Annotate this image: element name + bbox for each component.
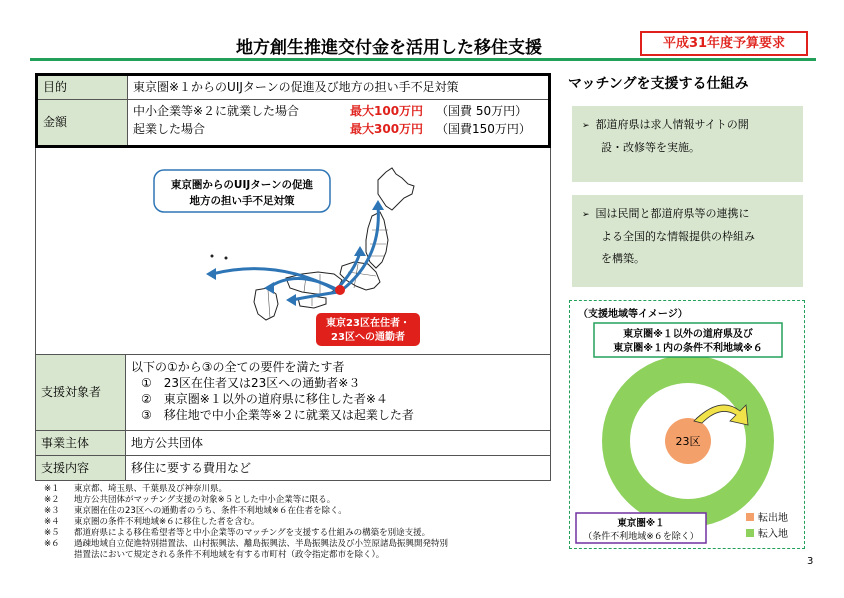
- amount-employ-text: 中小企業等※２に就業した場合: [133, 104, 300, 118]
- title-underline: [30, 58, 816, 61]
- target-item-2: ② 東京圏※１以外の道府県に移住した者※４: [141, 392, 388, 406]
- national-support-line-3: を構築。: [601, 252, 645, 265]
- footnote-6: ※６ 過疎地域自立促進特別措置法、山村振興法、離島振興法、半島振興法及び小笠原諸島振興開発特別: [44, 539, 449, 549]
- tokyo-label-line-2: 23区への通勤者: [331, 332, 405, 343]
- purpose-amount-box: [35, 73, 551, 148]
- amount-line-1: [133, 103, 299, 120]
- footnote-1: ※１ 東京都、埼玉県、千葉県及び神奈川県。: [44, 484, 228, 494]
- amount-startup-text: 起業した場合: [133, 122, 206, 136]
- footnote-2: ※２ 地方公共団体がマッチング支援の対象※５とした中小企業等に限る。: [44, 495, 336, 505]
- chugoku-kinki-shape: [286, 272, 342, 294]
- prefecture-support-line-1: ➢ 都道府県は求人情報サイトの開: [582, 118, 749, 131]
- footnote-6-cont: 措置法において規定される条件不利地域を有する市町村（政令指定都市を除く）。: [74, 550, 385, 560]
- islet-dot: [211, 255, 214, 258]
- content-label: 支援内容: [36, 456, 126, 480]
- national-support-line-1: ➢ 国は民間と都道府県等の連携に: [582, 207, 750, 220]
- tokyo-label-line-1: 東京23区在住者・: [326, 318, 410, 329]
- content-value: 移住に要する費用など: [131, 461, 252, 475]
- japan-map: [36, 148, 552, 354]
- diagram-title: （支援地域等イメージ）: [578, 309, 688, 320]
- prefecture-support-line-2: 設・改修等を実施。: [601, 141, 700, 154]
- target-item-3: ③ 移住地で中小企業等※２に就業又は起業した者: [141, 408, 414, 422]
- amount-label: 金額: [38, 100, 128, 145]
- footnote-5: ※５ 都道府県による移住希望者等と中小企業等のマッチングを支援する仕組みの構築を別途支援。: [44, 528, 431, 538]
- inner-area-label-line-1: 東京圏※１: [617, 518, 665, 529]
- target-label: 支援対象者: [36, 355, 126, 431]
- national-support-line-2: よる全国的な情報提供の枠組み: [601, 230, 755, 243]
- outer-area-label-line-2: 東京圏※１内の条件不利地域※６: [613, 343, 763, 354]
- tokyo-marker: [335, 285, 345, 295]
- matching-heading: マッチングを支援する仕組み: [568, 76, 749, 92]
- purpose-label: 目的: [38, 76, 128, 100]
- outer-area-label-line-1: 東京圏※１以外の道府県及び: [623, 329, 753, 340]
- arrowhead-icon: [206, 268, 216, 280]
- requirements-table: [35, 354, 551, 481]
- page-number: 3: [807, 556, 814, 567]
- amount-startup-national: （国費150万円）: [436, 122, 531, 136]
- japan-map-area: [35, 148, 551, 354]
- amount-startup-max: 最大300万円: [350, 122, 424, 136]
- islet-dot: [225, 257, 228, 260]
- support-area-diagram: [569, 300, 805, 549]
- budget-request-badge: 平成31年度予算要求: [640, 31, 808, 56]
- footnote-4: ※４ 東京圏の条件不利地域※６に移住した者を含む。: [44, 517, 260, 527]
- amount-employ-national: （国費 50万円）: [436, 104, 528, 118]
- bullet-arrow-icon: ➢: [582, 210, 590, 220]
- entity-label: 事業主体: [36, 431, 126, 456]
- prefecture-support-box: [572, 106, 803, 182]
- footnote-3: ※３ 東京圏在住の23区への通勤者のうち、条件不利地域※６在住者を除く。: [44, 506, 347, 516]
- legend-origin-label: 転出地: [758, 513, 788, 524]
- purpose-text: 東京圏※１からのUIJターンの促進及び地方の担い手不足対策: [128, 76, 548, 100]
- national-support-box: [572, 195, 803, 287]
- page-title: 地方創生推進交付金を活用した移住支援: [236, 38, 542, 58]
- legend-destination-label: 転入地: [758, 529, 788, 540]
- ward-23-label: 23区: [675, 435, 701, 448]
- target-item-1: ① 23区在住者又は23区への通勤者※３: [141, 376, 361, 390]
- kyushu-shape: [254, 288, 278, 320]
- entity-value: 地方公共団体: [126, 431, 550, 456]
- callout-line-2: 地方の担い手不足対策: [189, 195, 295, 207]
- amount-employ-max: 最大100万円: [350, 104, 424, 118]
- target-cell: [126, 355, 550, 431]
- target-intro: 以下の①から③の全ての要件を満たす者: [131, 360, 345, 374]
- legend-origin-swatch: [746, 513, 754, 521]
- legend-destination-swatch: [746, 529, 754, 537]
- arrowhead-icon: [354, 246, 366, 256]
- hokkaido-shape: [378, 168, 414, 210]
- inner-area-label-line-2: （条件不利地域※６を除く）: [583, 532, 699, 542]
- area-diagram-svg: [570, 301, 806, 550]
- arrowhead-icon: [372, 200, 384, 210]
- callout-line-1: 東京圏からのUIJターンの促進: [170, 179, 314, 191]
- arrowhead-icon: [286, 294, 296, 306]
- bullet-arrow-icon: ➢: [582, 121, 590, 131]
